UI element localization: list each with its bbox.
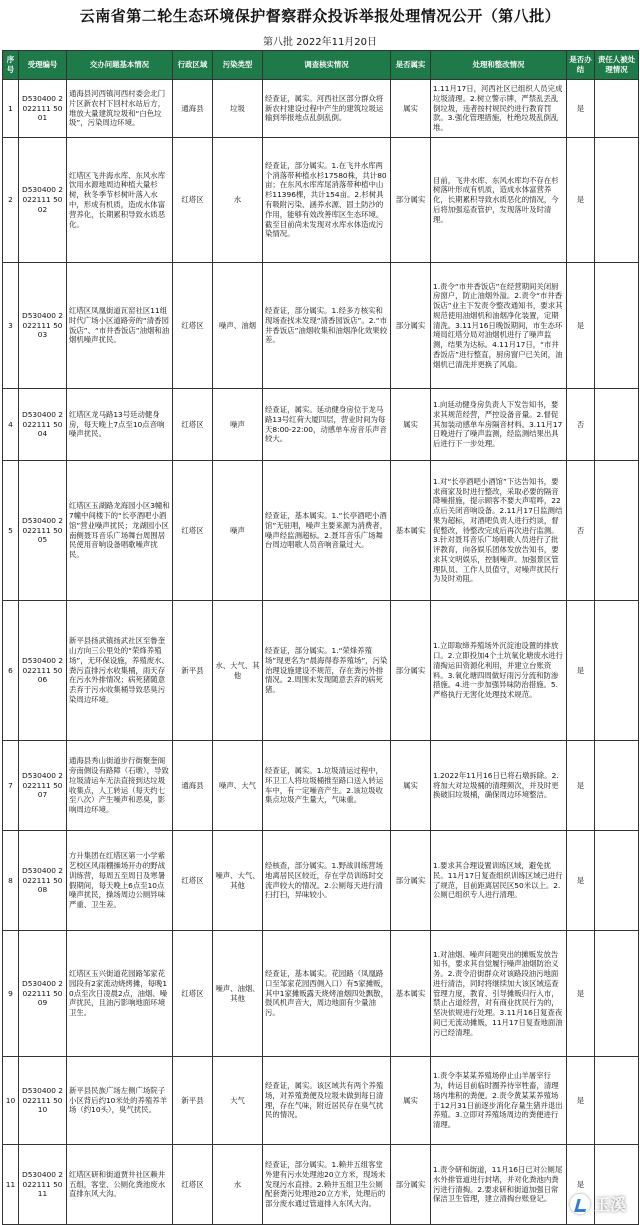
pollution-type: 水 <box>213 1145 263 1225</box>
case-id: D530400 2022111 5004 <box>19 389 67 461</box>
complaint-table <box>2 50 639 1225</box>
col-header: 是否属实 <box>391 51 431 80</box>
row-number: 4 <box>3 389 19 461</box>
row-number: 11 <box>3 1145 19 1225</box>
verified-status: 部分属实 <box>391 138 431 263</box>
handling-measures: 1.立即取缔养殖场外沉淀池设置的排放口。2.立即投加4个土坑氧化塘废水进行清掏运田资源化利用，并建立台账资料。3.氧化塘四周做好雨污分流和防渗措施。4.进一步加强异味防治措施。5.严格执行无害化处理技术规范。 <box>431 601 567 741</box>
handling-measures: 1.责令李某某养殖场停止山羊屠宰行为，转运目前临时圈养待宰牲畜，清理场内堆积的粪便。2.责令黄某某养殖场于12月31日前逐步消化存量生猪并退出养殖。3.立即对养殖场周边的粪便进行清理。 <box>431 1057 567 1145</box>
responsible-person-status <box>595 741 639 831</box>
col-header: 交办问题基本情况 <box>67 51 173 80</box>
row-number: 2 <box>3 138 19 263</box>
case-id: D530400 2022111 5001 <box>19 80 67 138</box>
watermark-text: 玉溪 <box>593 1195 626 1214</box>
verified-status: 属实 <box>391 1057 431 1145</box>
case-id: D530400 2022111 5006 <box>19 601 67 741</box>
handling-measures: 1.11月17日，河西社区已组织人员完成垃圾清理。2.树立警示牌，严禁乱丢乱倒垃圾，违者按村规民约进行教育罚款。3.强化管理措施，杜绝垃圾乱倒乱堆。 <box>431 80 567 138</box>
table-row <box>3 461 639 601</box>
col-header: 是否办结 <box>567 51 595 80</box>
pollution-type: 垃圾 <box>213 80 263 138</box>
investigation-result: 经查证，部分属实。1.经多方核实和现场查找未发现“清香园饭店”。2.“市井香饭店”油烟收集和油烟净化效果较差。 <box>263 263 391 389</box>
table-row <box>3 1057 639 1145</box>
completion-status: 是 <box>567 263 595 389</box>
case-id: D530400 2022111 5002 <box>19 138 67 263</box>
issue-description: 红塔区玉兴街道花园路邹家花园段有2家流动烧烤摊，每晚10点至次日凌晨2点，油烟、噪声扰民，且油污影响地面环境卫生。 <box>67 931 173 1057</box>
row-number: 10 <box>3 1057 19 1145</box>
verified-status: 属实 <box>391 741 431 831</box>
row-number: 6 <box>3 601 19 741</box>
verified-status: 部分属实 <box>391 601 431 741</box>
issue-description: 通海县秀山街道步行街聚奎阁旁南侧设有路障（石墩），导致垃圾清运车无法直接到达垃圾收集点，人工转运（每天约七至八次）产生噪声和恶臭，影响周边环境。 <box>67 741 173 831</box>
pollution-type: 噪声、油烟、其他 <box>213 931 263 1057</box>
table-row <box>3 1145 639 1225</box>
case-id: D530400 2022111 5011 <box>19 1145 67 1225</box>
row-number: 5 <box>3 461 19 601</box>
handling-measures: 1.对“长亭酒吧小酒馆”下达告知书，要求商家及时进行整改，采取必要的隔音降噪措施，提示顾客不要大声喧哗，22点后关闭音响设备。2.11月17日监测结果为超标，对酒吧负责人进行约谈，督促整改，待整改完成后再次进行监测。3.针对聂耳音乐广场唱歌人员进行了批评教育，向各娱乐团体发放告知书，要求其文明娱乐，控制噪声。加强景区管理队员、工作人员值守，对噪声扰民行为及时劝阻。 <box>431 461 567 601</box>
completion-status: 否 <box>567 461 595 601</box>
handling-measures: 1.责令“市井香饭店”在经营期间关闭厨房窗户，防止油烟外溢。2.责令“市井香饭店”业主下发责令整改通知书，要求其规范使用油烟机和油烟净化装置，定期清洗。3.11月16日晚饭期间，市生态环境局红塔分局对油烟机进行了噪声监测，结果为达标。4.11月17日，“市井香饭店”进行整直，厨房窗户已关闭，油烟机已清洗并更换了风扇。 <box>431 263 567 389</box>
investigation-result: 经查证，基本属实。1.“长亭酒吧小酒馆”无驻唱，噪声主要来源为消费者，噪声经监测超标。2.聂耳音乐广场舞台周边唱歌人员音响音量过大。 <box>263 461 391 601</box>
table-row <box>3 741 639 831</box>
issue-description: 新平县扬武镇扬武社区至鲁奎山方向三公里处的“荣烽养殖场”，无环保设施，养殖废水、粪污直排污水收集桶，雨天存在污水外排情况；病死猪随意丢弃于污水收集桶导致恶臭污染周边环境。 <box>67 601 173 741</box>
handling-measures: 1.责令研和街道，11月16日已对公厕尾水外排管道进行封堵，并对化粪池内粪污进行清掏。2.要求研和街道加强日常保洁卫生管理，建立清掏台账登记。 <box>431 1145 567 1225</box>
region-cell: 红塔区 <box>173 831 213 931</box>
verified-status: 属实 <box>391 80 431 138</box>
issue-description: 红塔区玉湖路龙海园小区3幢和7幢中间楼下的“长亭酒吧小酒馆”营业噪声扰民；龙湖园小区南侧聂耳音乐广场舞台周围居民使用音响设备唱歌噪声扰民。 <box>67 461 173 601</box>
handling-measures: 1.要求其合理设置训练区域，避免扰民。11月17日复查组织训练区域已进行了规范，目前距离居民区50米以上。2.公厕已组织专人进行清理。 <box>431 831 567 931</box>
case-id: D530400 2022111 5009 <box>19 931 67 1057</box>
completion-status: 是 <box>567 1145 595 1225</box>
investigation-result: 经查证，部分属实。1.赖井五组客堂外建有污水处理池20立方米，现场未发现污水直排。2.赖井五组卫生公厕配套粪污处理池20立方米，处理后的部分废水通过管道排入东风大沟。 <box>263 1145 391 1225</box>
responsible-person-status <box>595 263 639 389</box>
table-row <box>3 931 639 1057</box>
col-header: 处理和整改情况 <box>431 51 567 80</box>
investigation-result: 经查证，属实。延动健身房位于龙马路13号红荷大厦四层，营业时间为每天8:00-22:00，动感单车房音乐声音较大。 <box>263 389 391 461</box>
completion-status: 是 <box>567 1057 595 1145</box>
table-row <box>3 263 639 389</box>
investigation-result: 经查证，部分属实。1.在飞井水库两个消落带种植水杉17580株，共计80亩；在东风水库库尾消落带种植中山杉11396棵，共计154亩。2.杉树具有吸附污染、涵养水源、固土防沙的作用，能够有效改善库区生态环境。截至目前尚未发现对水库水体造成污染情况。 <box>263 138 391 263</box>
handling-measures: 1.对油烟、噪声问题突出的摊贩发放告知书，要求其自觉履行噪声油烟防治义务。2.责令沿街群众对该路段油污地面进行清洁，同时将继续加大该区域巡查管理力度，教育、引导摊贩归行入市，禁止占道经营，对有商业扰民行为的，坚决依规进行处理。3.11月16日复查夜间已无流动摊贩，11月17日复查地面油污已经清理。 <box>431 931 567 1057</box>
pollution-type: 噪声、大气、其他 <box>213 831 263 931</box>
row-number: 7 <box>3 741 19 831</box>
verified-status: 部分属实 <box>391 831 431 931</box>
watermark <box>570 1192 626 1215</box>
completion-status: 是 <box>567 601 595 741</box>
issue-description: 红塔区凤凰街道瓦窑社区11组时代广场小区道路旁的“清香园饭店”、“市井香饭店”油烟和油烟机噪声扰民。 <box>67 263 173 389</box>
investigation-result: 经查证，部分属实。1.“荣烽养殖场”现更名为“晨海得春养殖场”，污染治理设施建设不规范，存在粪污外排情况。2.周围未发现随意丢弃的病死猪。 <box>263 601 391 741</box>
pollution-type: 噪声、油烟 <box>213 263 263 389</box>
verified-status: 基本属实 <box>391 461 431 601</box>
region-cell: 红塔区 <box>173 389 213 461</box>
region-cell: 红塔区 <box>173 1145 213 1225</box>
issue-description: 方升集团在红塔区第一小学紫艺校区风雨棚操场开办的野战训练营，每周五至周日及寒暑假期间，每天晚上6点至10点噪声扰民，操场周边公厕异味严重、卫生差。 <box>67 831 173 931</box>
row-number: 9 <box>3 931 19 1057</box>
issue-description: 红塔区研和街道贾井社区赖井五组，客堂、公厕化粪池废水直排东风大沟。 <box>67 1145 173 1225</box>
table-row <box>3 389 639 461</box>
case-id: D530400 2022111 5008 <box>19 831 67 931</box>
case-id: D530400 2022111 5007 <box>19 741 67 831</box>
investigation-result: 经查证，属实。1.垃圾清运过程中，环卫工人将垃圾桶推至路口送入转运车中，有一定噪音产生。2.该垃圾收集点垃圾产生量大，气味重。 <box>263 741 391 831</box>
table-row <box>3 601 639 741</box>
verified-status: 部分属实 <box>391 1145 431 1225</box>
table-header-row <box>3 51 639 80</box>
region-cell: 通海县 <box>173 741 213 831</box>
region-cell: 红塔区 <box>173 138 213 263</box>
handling-measures: 1.2022年11月16日已将石墩拆除。2.将加大对垃圾桶的清理频次，并及时更换破旧垃圾桶，确保周边环境整洁。 <box>431 741 567 831</box>
issue-description: 红塔区飞井海水库、东风水库饮用水源地周边种植大量杉树，秋冬季节杉树叶落入水中，形成有机质，造成水体富营养化，长期累积导致水质恶化。 <box>67 138 173 263</box>
case-id: D530400 2022111 5005 <box>19 461 67 601</box>
region-cell: 红塔区 <box>173 461 213 601</box>
page-title: 云南省第二轮生态环境保护督察群众投诉举报处理情况公开（第八批） <box>79 6 561 25</box>
completion-status: 是 <box>567 931 595 1057</box>
issue-description: 通海县河西镇河西村委会北门片区新农村下回村水站后方，堆放大量建筑垃圾和“白色垃圾”，污染周边环境。 <box>67 80 173 138</box>
region-cell: 红塔区 <box>173 931 213 1057</box>
investigation-result: 经查证，属实。河西社区部分群众将新农村建设过程中产生的建筑垃圾运输到举报地点乱倒乱倒。 <box>263 80 391 138</box>
batch-date: 第八批 2022年11月20日 <box>262 36 378 48</box>
table-row <box>3 831 639 931</box>
pollution-type: 水、大气、其他 <box>213 601 263 741</box>
completion-status: 否 <box>567 389 595 461</box>
responsible-person-status <box>595 831 639 931</box>
handling-measures: 1.向延动健身房负责人下发告知书，要求其规范经营，严控设备音量。2.督促其加装动感单车房隔音材料。3.11月17日晚进行了噪声监测，经监测结果出具后进行下一步处理。 <box>431 389 567 461</box>
responsible-person-status <box>595 138 639 263</box>
responsible-person-status <box>595 931 639 1057</box>
verified-status: 部分属实 <box>391 263 431 389</box>
row-number: 1 <box>3 80 19 138</box>
case-id: D530400 2022111 5003 <box>19 263 67 389</box>
region-cell: 新平县 <box>173 1057 213 1145</box>
investigation-result: 经查证，基本属实。花园路（凤凰路口至邹家花园西侧入口）有5家摊贩，其中1家摊贩露天烧烤油烟四处飘散，鼓风机声音大，周边地面有少量油污。 <box>263 931 391 1057</box>
handling-measures: 目前，飞井水库、东风水库均不存在杉树落叶形成有机质，造成水体富营养化，长期累积导致水质恶化的情况，今后将加强巡查管护，发现落叶及时清理。 <box>431 138 567 263</box>
region-cell: 新平县 <box>173 601 213 741</box>
col-header: 责任人被处理情况 <box>595 51 639 80</box>
completion-status: 是 <box>567 80 595 138</box>
completion-status: 是 <box>567 741 595 831</box>
pollution-type: 大气 <box>213 1057 263 1145</box>
investigation-result: 经核查，部分属实。1.野战训练营场地离居民区较近，存在学员训练时交流声较大的情况。2.公厕每天进行清扫打扫，异味较小。 <box>263 831 391 931</box>
responsible-person-status <box>595 1057 639 1145</box>
responsible-person-status <box>595 601 639 741</box>
region-cell: 通海县 <box>173 80 213 138</box>
col-header: 调查核实情况 <box>263 51 391 80</box>
pollution-type: 水 <box>213 138 263 263</box>
pollution-type: 噪声 <box>213 461 263 601</box>
region-cell: 红塔区 <box>173 263 213 389</box>
col-header: 行政区域 <box>173 51 213 80</box>
case-id: D530400 2022111 5010 <box>19 1057 67 1145</box>
col-header: 污染类型 <box>213 51 263 80</box>
completion-status: 是 <box>567 831 595 931</box>
issue-description: 新平县民族广场左侧广场院子小区背后约10米处的养殖养羊场（约10头），臭气扰民。 <box>67 1057 173 1145</box>
table-row <box>3 138 639 263</box>
brand-logo-icon <box>570 1194 590 1214</box>
responsible-person-status <box>595 80 639 138</box>
investigation-result: 经查证，属实。该区域共有两个养殖场，对养殖粪便及垃圾未做到每日清理，存在气味，附近居民存在臭气扰民的情况。 <box>263 1057 391 1145</box>
row-number: 8 <box>3 831 19 931</box>
responsible-person-status <box>595 461 639 601</box>
table-row <box>3 80 639 138</box>
col-header: 受理编号 <box>19 51 67 80</box>
completion-status: 是 <box>567 138 595 263</box>
verified-status: 基本属实 <box>391 931 431 1057</box>
verified-status: 属实 <box>391 389 431 461</box>
pollution-type: 噪声 <box>213 389 263 461</box>
issue-description: 红塔区龙马路13号廷动健身房，每天晚上7点至10点音响噪声扰民。 <box>67 389 173 461</box>
pollution-type: 噪声、大气 <box>213 741 263 831</box>
row-number: 3 <box>3 263 19 389</box>
col-header: 序号 <box>3 51 19 80</box>
responsible-person-status <box>595 389 639 461</box>
